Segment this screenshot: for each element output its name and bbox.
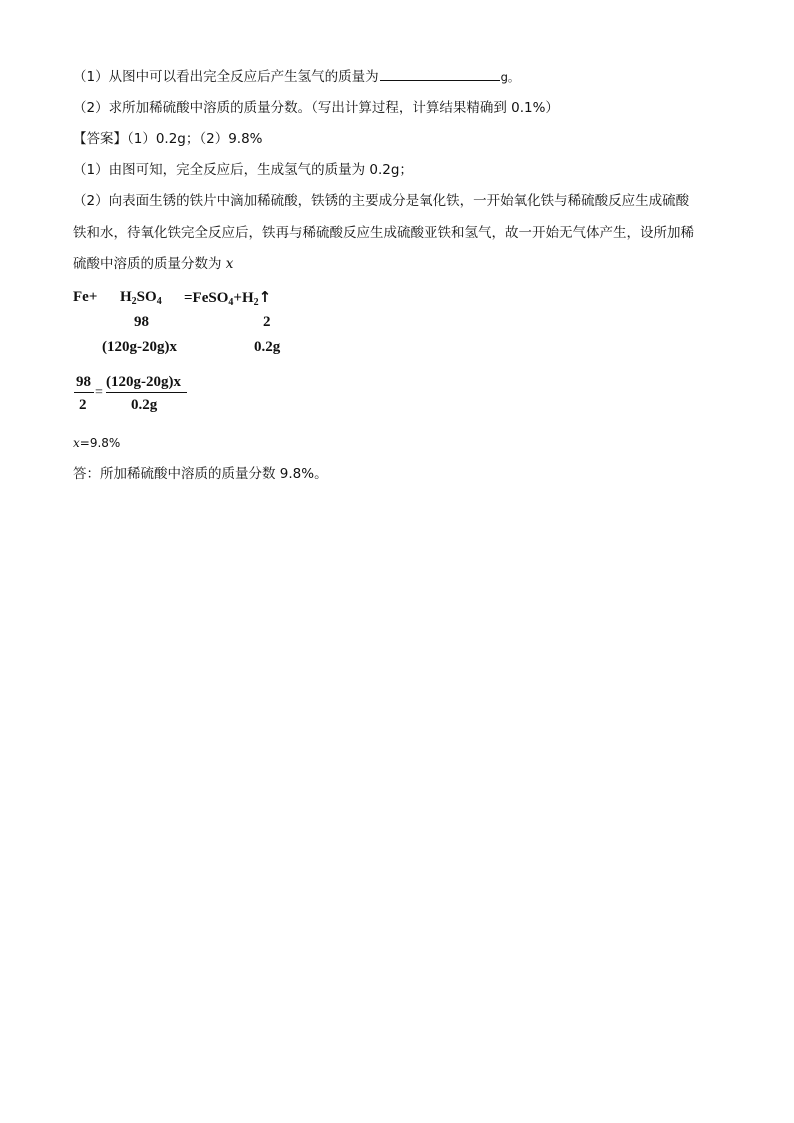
mass-acid: (120g-20g)x xyxy=(102,339,177,355)
result-value: =9.8% xyxy=(79,436,121,450)
result-line xyxy=(73,434,120,452)
gas-arrow-icon: ↑ xyxy=(258,288,272,306)
equation-products: $=FeSO_4+H_2↑$ xyxy=(184,288,272,308)
proportion-right-bar xyxy=(106,392,187,393)
answer-blank xyxy=(380,68,500,81)
question-1 xyxy=(73,68,519,86)
explanation-part-2-line-3 xyxy=(73,255,233,273)
proportion-left-numerator: 98 xyxy=(76,374,91,390)
question-2: （2）求所加稀硫酸中溶质的质量分数。（写出计算过程，计算结果精确到 0.1%） xyxy=(73,100,559,116)
result-variable: x xyxy=(73,436,80,450)
conclusion: 答：所加稀硫酸中溶质的质量分数 9.8%。 xyxy=(73,466,328,482)
answer-line xyxy=(73,130,263,148)
proportion-right-denominator: 0.2g xyxy=(131,397,158,413)
answer-label: 【答案】 xyxy=(73,131,127,147)
mass-h2: 0.2g xyxy=(254,339,281,355)
variable-x: x xyxy=(225,256,234,272)
molar-mass-h2: 2 xyxy=(263,314,271,330)
proportion-left-denominator: 2 xyxy=(79,397,87,413)
equation-h2so4: $H_2SO_4$ xyxy=(120,289,162,307)
explanation-part-1: （1）由图可知，完全反应后，生成氢气的质量为 0.2g； xyxy=(73,162,413,178)
explanation-part-2-line-1: （2）向表面生锈的铁片中滴加稀硫酸，铁锈的主要成分是氧化铁，一开始氧化铁与稀硫酸反应生成硫酸 xyxy=(73,193,690,209)
proportion-equals: = xyxy=(95,385,103,400)
question-1-prefix: （1）从图中可以看出完全反应后产生氢气的质量为 xyxy=(73,69,379,85)
question-1-suffix: g。 xyxy=(500,70,520,84)
proportion-left-bar xyxy=(74,392,94,393)
explanation-part-2-text: 硫酸中溶质的质量分数为 xyxy=(73,256,222,272)
answer-text: （1）0.2g；（2）9.8% xyxy=(127,131,263,147)
molar-mass-acid: 98 xyxy=(134,314,149,330)
explanation-part-2-line-2: 铁和水，待氧化铁完全反应后，铁再与稀硫酸反应生成硫酸亚铁和氢气，故一开始无气体产生，设所加稀 xyxy=(73,225,694,241)
proportion-right-numerator: (120g-20g)x xyxy=(106,374,181,390)
equation-fe: Fe+ xyxy=(73,289,98,305)
